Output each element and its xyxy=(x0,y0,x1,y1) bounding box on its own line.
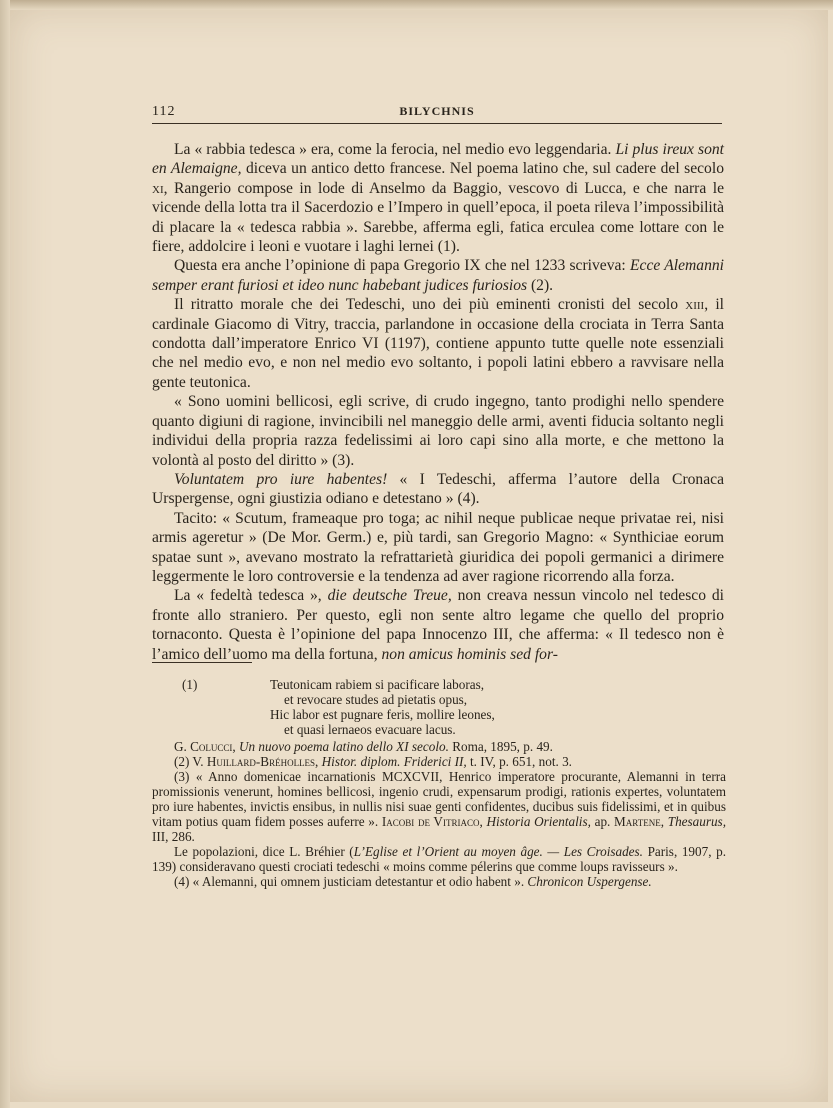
p1-italic-quote: Li plus ireux sont en Alemaigne, xyxy=(152,141,724,178)
footnote-2 xyxy=(152,754,726,769)
page-header xyxy=(152,104,722,124)
header-rule xyxy=(152,123,722,124)
page-binding-edge xyxy=(0,0,10,1108)
fn3-title: Historia Orientalis, xyxy=(482,814,591,829)
p3-century: xiii xyxy=(685,296,705,314)
fn4-title: Chronicon Uspergense. xyxy=(527,874,652,889)
fn2-text-a: (2) V. xyxy=(174,754,207,769)
p7-italic-quote: die deutsche Treue, xyxy=(327,587,452,605)
paragraph-6: Tacito: « Scutum, frameaque pro toga; ac nihil neque publicae neque privatae rei, nisi armis ageretur » (De Mor. Germ.) e, più tardi, san Gregorio Magno: « Synthiciae eorum spatae sunt », avevano mostrato la refrattarietà giuridica dei popoli germanici a dirimere leggermente le loro controversie e la tendenza ad aver ragione ricorrendo alla forza. xyxy=(152,509,724,585)
verse-line: Hic labor est pugnare feris, mollire leones, xyxy=(270,707,495,722)
fn2-title: Histor. diplom. Friderici II, xyxy=(318,754,467,769)
fn3-text-a: (3) « Anno domenicae incarnationis MCXCVII, Henrico imperatore procurante, Alemanni in terra promissionis venerunt, homines bellicosi, ingenio crudi, expensarum prodigi, rationis expertes, voluntatem pro iure habentes, invictis ensibus, in nullis nisi suae genti confidentes, ducibus suis fidelissimi, et in quibus vitam potius quam fidem posses auferre ». xyxy=(152,769,726,829)
p7-text-c: non creava nessun vincolo nel tedesco di fronte allo straniero. Per questo, egli non sente altro legame che quello del proprio tornaconto. Questa è l’opinione del papa Innocenzo III, che afferma: « Il tedesco non è l’amico dell’uomo ma della fortuna, xyxy=(152,587,724,663)
paragraph-5 xyxy=(152,470,724,509)
page-number: 112 xyxy=(152,104,176,119)
p2-text-c: (2). xyxy=(527,276,554,294)
paragraph-2 xyxy=(152,256,724,295)
p2-italic-quote: Ecce Alemanni semper erant furiosi et ideo nunc habebant judices furiosios xyxy=(152,257,724,294)
p3-text-a: Il ritratto morale che dei Tedeschi, uno dei più eminenti cronisti del secolo xyxy=(174,296,686,314)
paragraph-7 xyxy=(152,586,724,664)
fn1-author: G. Colucci, xyxy=(174,739,236,754)
page-top-edge xyxy=(10,0,833,10)
p1-century: xi xyxy=(152,179,164,197)
running-title: BILYCHNIS xyxy=(399,104,475,118)
fn3b-text-c: Paris, 1907, p. 139) consideravano questi crociati tedeschi « moins comme pélerins que comme loups ravisseurs ». xyxy=(152,844,726,874)
paragraph-1 xyxy=(152,140,724,256)
fn2-author: Huillard-Bréholles, xyxy=(206,754,319,769)
verse-line: et revocare studes ad pietatis opus, xyxy=(284,692,468,707)
footnote-1-verses xyxy=(152,677,726,739)
footnote-rule xyxy=(152,662,252,663)
footnote-4 xyxy=(152,874,726,889)
fn4-text-a: (4) « Alemanni, qui omnem justiciam detestantur et odio habent ». xyxy=(174,874,528,889)
footnote-3-continued xyxy=(152,844,726,874)
fn1-title: Un nuovo poema latino dello XI secolo. xyxy=(235,739,449,754)
fn3-editor: Martene, xyxy=(614,814,665,829)
footnote-3 xyxy=(152,769,726,844)
paragraph-4: « Sono uomini bellicosi, egli scrive, di crudo ingegno, tanto prodighi nello spendere quanto digiuni di ragione, invincibili nel maneggio delle armi, aventi fiducia soltanto negli individui della propria razza fedelissimi ai loro capi sino alla morte, e che mettono la volontà al posto del diritto » (3). xyxy=(152,393,724,469)
paragraph-3 xyxy=(152,295,724,392)
p7-text-a: La « fedeltà tedesca », xyxy=(174,587,328,605)
fn2-rest: t. IV, p. 651, not. 3. xyxy=(466,754,572,769)
p3-text-c: , il cardinale Giacomo di Vitry, traccia, parlandone in occasione della crociata in Terra Santa condotta dall’imperatore Enrico VI (1197), contiene appunto tutte quelle note essenziali che nel medio evo, e non nel medio evo soltanto, i popoli latini ebbero a ravvisare nella gente teutonica. xyxy=(152,296,724,391)
fn3-work: Thesaurus, xyxy=(664,814,726,829)
p2-text-a: Questa era anche l’opinione di papa Gregorio IX che nel 1233 scriveva: xyxy=(174,257,630,275)
fn3-text-d: ap. xyxy=(590,814,615,829)
fn1-rest: Roma, 1895, p. 49. xyxy=(448,739,553,754)
p5-italic-quote: Voluntatem pro iure habentes! xyxy=(174,470,388,488)
p5-text-b: « I Tedeschi, afferma l’autore della Cronaca Urspergense, ogni giustizia odiano e detestano » (4). xyxy=(152,470,724,508)
fn3-rest: III, 286. xyxy=(152,829,195,844)
p1-text-a: La « rabbia tedesca » era, come la ferocia, nel medio evo leggendaria. xyxy=(174,141,616,158)
verse-lines xyxy=(270,677,495,737)
body-text xyxy=(152,140,724,664)
p1-text-c: diceva un antico detto francese. Nel poema latino che, sul cadere del secolo xyxy=(241,160,724,178)
p7-italic-end: non amicus hominis sed for- xyxy=(381,645,558,663)
fn3-author: Iacobi de Vitriaco, xyxy=(381,814,483,829)
verse-line: et quasi lernaeos evacuare lacus. xyxy=(284,722,456,737)
fn3b-text-a: Le popolazioni, dice L. Bréhier ( xyxy=(174,844,354,859)
footnote-1-citation xyxy=(152,739,726,754)
footnotes xyxy=(152,677,726,889)
p1-text-e: , Rangerio compose in lode di Anselmo da Baggio, vescovo di Lucca, e che narra le vicende della lotta tra il Sacerdozio e l’Impero in quell’epoca, il poeta rileva l’impossibilità di placare la « tedesca rabbia ». Sarebbe, afferma egli, fatica erculea come lottare con le fiere, addolcire i leoni e vuotare i laghi lernei (1). xyxy=(152,179,724,256)
fn3b-title: L’Eglise et l’Orient au moyen âge. — Les Croisades. xyxy=(353,844,643,859)
footnote-1-number: (1) xyxy=(182,677,198,692)
verse-line: Teutonicam rabiem si pacificare laboras, xyxy=(270,677,485,692)
